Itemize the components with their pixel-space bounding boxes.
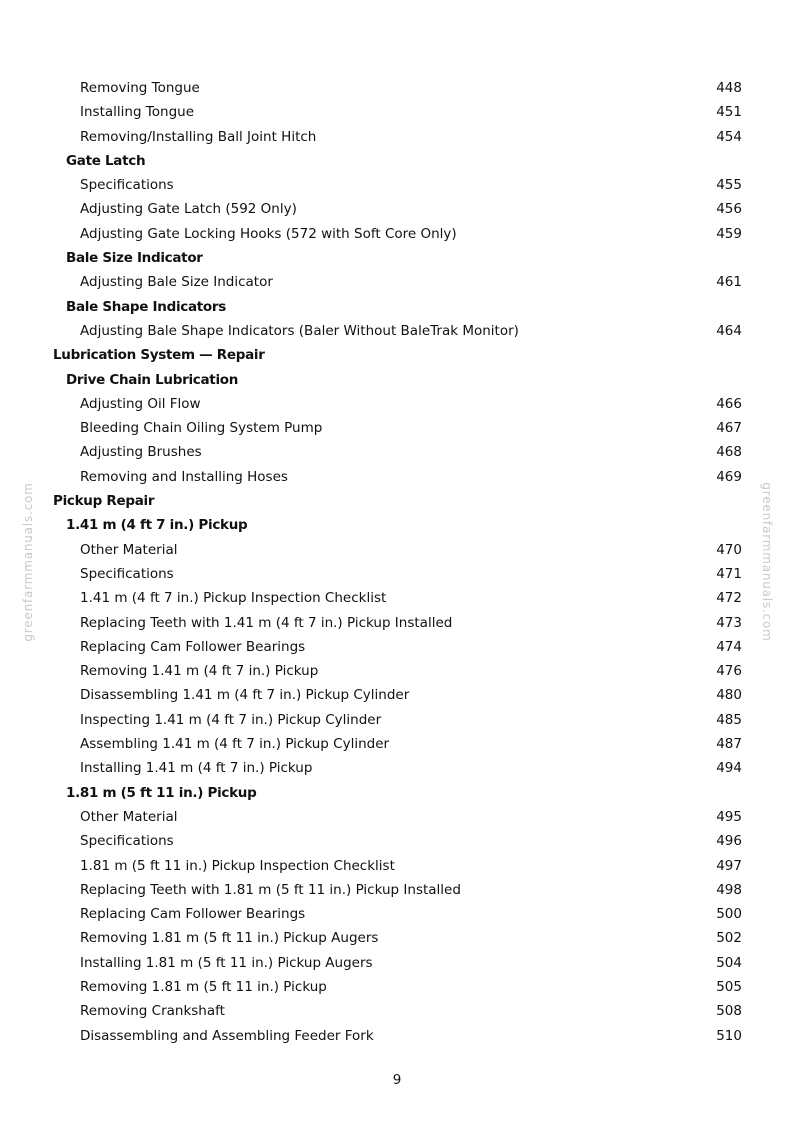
toc-entry-page: 448 (716, 80, 742, 96)
toc-entry-title: Adjusting Oil Flow (80, 395, 201, 412)
toc-entry-title: Replacing Teeth with 1.41 m (4 ft 7 in.) Pickup Installed (80, 614, 453, 631)
toc-entry-page: 510 (716, 1027, 742, 1044)
toc-entry[interactable] (0, 416, 794, 440)
toc-entry-title: Replacing Cam Follower Bearings (80, 906, 306, 923)
toc-entry-page: 470 (716, 541, 742, 558)
toc-entry-title: Adjusting Bale Shape Indicators (Baler Without BaleTrak Monitor) (80, 322, 519, 339)
toc-entry-page: 504 (716, 954, 742, 971)
toc-entry-title: Replacing Cam Follower Bearings (80, 638, 306, 655)
toc-entry-title: 1.41 m (4 ft 7 in.) Pickup (66, 517, 248, 534)
toc-entry-title: Disassembling and Assembling Feeder Fork (80, 1027, 374, 1044)
toc-entry-title: Installing 1.41 m (4 ft 7 in.) Pickup (80, 760, 313, 777)
toc-entry[interactable] (0, 1024, 794, 1048)
toc-entry-title: Lubrication System — Repair (53, 347, 265, 364)
toc-entry-page: 485 (716, 711, 742, 728)
toc-entry[interactable] (0, 270, 794, 294)
toc-entry-title: Gate Latch (66, 152, 146, 169)
toc-entry-title: Adjusting Gate Locking Hooks (572 with Soft Core Only) (80, 225, 457, 242)
toc-entry[interactable] (0, 951, 794, 975)
toc-entry-title: Bale Size Indicator (66, 250, 203, 267)
toc-entry-page: 468 (716, 444, 742, 461)
toc-entry-title: Other Material (80, 808, 178, 825)
toc-entry-title: Specifications (80, 833, 174, 850)
toc-entry[interactable] (0, 319, 794, 343)
toc-entry-page: 480 (716, 687, 742, 704)
toc-entry-page: 469 (716, 468, 742, 485)
toc-entry[interactable] (0, 100, 794, 124)
toc-entry-title: Removing 1.41 m (4 ft 7 in.) Pickup (80, 663, 319, 680)
toc-entry[interactable] (0, 197, 794, 221)
toc-entry[interactable] (0, 562, 794, 586)
toc-entry[interactable] (0, 635, 794, 659)
toc-entry-page: 461 (716, 274, 742, 291)
toc-entry-page: 498 (716, 881, 742, 898)
toc-entry-title: Other Material (80, 541, 178, 558)
toc-entry-title: Removing/Installing Ball Joint Hitch (80, 128, 317, 145)
toc-entry-page: 508 (716, 1003, 742, 1020)
toc-entry-page: 496 (716, 833, 742, 850)
toc-entry-title: Installing Tongue (80, 104, 195, 121)
watermark-left: greenfarmmanuals.com (21, 482, 35, 642)
toc-section-heading (0, 781, 794, 805)
toc-entry-title: Specifications (80, 177, 174, 194)
toc-entry[interactable] (0, 465, 794, 489)
toc-entry-page: 472 (716, 590, 742, 607)
toc-entry-page: 466 (716, 395, 742, 412)
table-of-contents (0, 76, 794, 1048)
toc-entry[interactable] (0, 975, 794, 999)
toc-entry[interactable] (0, 125, 794, 149)
toc-entry-title: Removing Crankshaft (80, 1003, 225, 1020)
toc-section-heading (0, 295, 794, 319)
toc-entry-page: 476 (716, 663, 742, 680)
toc-section-heading (0, 489, 794, 513)
toc-entry-page: 494 (716, 760, 742, 777)
toc-section-heading (0, 343, 794, 367)
watermark-right: greenfarmmanuals.com (760, 482, 774, 642)
toc-entry-title: Removing Tongue (80, 80, 200, 96)
toc-entry-title: Drive Chain Lubrication (66, 371, 239, 388)
toc-entry-title: 1.81 m (5 ft 11 in.) Pickup Inspection Checklist (80, 857, 395, 874)
toc-entry-title: 1.41 m (4 ft 7 in.) Pickup Inspection Checklist (80, 590, 387, 607)
toc-entry-page: 464 (716, 322, 742, 339)
toc-entry-page: 497 (716, 857, 742, 874)
toc-entry[interactable] (0, 76, 794, 100)
toc-entry-title: Specifications (80, 565, 174, 582)
toc-entry-page: 474 (716, 638, 742, 655)
toc-entry-title: Removing 1.81 m (5 ft 11 in.) Pickup (80, 978, 327, 995)
toc-entry[interactable] (0, 999, 794, 1023)
toc-entry-title: Installing 1.81 m (5 ft 11 in.) Pickup Augers (80, 954, 373, 971)
toc-entry-title: 1.81 m (5 ft 11 in.) Pickup (66, 784, 257, 801)
toc-entry-title: Pickup Repair (53, 493, 155, 510)
toc-entry[interactable] (0, 854, 794, 878)
toc-entry-page: 471 (716, 565, 742, 582)
toc-entry[interactable] (0, 611, 794, 635)
toc-entry-page: 505 (716, 978, 742, 995)
toc-entry[interactable] (0, 586, 794, 610)
toc-entry[interactable] (0, 392, 794, 416)
toc-entry-title: Removing and Installing Hoses (80, 468, 288, 485)
toc-entry-title: Replacing Teeth with 1.81 m (5 ft 11 in.) Pickup Installed (80, 881, 461, 898)
toc-entry[interactable] (0, 222, 794, 246)
toc-entry-page: 455 (716, 177, 742, 194)
toc-entry[interactable] (0, 756, 794, 780)
toc-section-heading (0, 368, 794, 392)
toc-entry-page: 495 (716, 808, 742, 825)
toc-entry[interactable] (0, 829, 794, 853)
toc-entry[interactable] (0, 902, 794, 926)
toc-entry-title: Removing 1.81 m (5 ft 11 in.) Pickup Augers (80, 930, 379, 947)
toc-entry-page: 454 (716, 128, 742, 145)
toc-entry-page: 473 (716, 614, 742, 631)
toc-entry[interactable] (0, 440, 794, 464)
page-number: 9 (392, 1072, 402, 1088)
toc-entry-title: Bale Shape Indicators (66, 298, 227, 315)
toc-section-heading (0, 513, 794, 537)
toc-entry-page: 500 (716, 906, 742, 923)
toc-entry-page: 451 (716, 104, 742, 121)
toc-entry-page: 456 (716, 201, 742, 218)
toc-entry-title: Disassembling 1.41 m (4 ft 7 in.) Pickup Cylinder (80, 687, 410, 704)
toc-entry[interactable] (0, 878, 794, 902)
toc-entry-page: 487 (716, 736, 742, 753)
toc-entry-title: Adjusting Bale Size Indicator (80, 274, 273, 291)
toc-entry[interactable] (0, 708, 794, 732)
toc-entry[interactable] (0, 659, 794, 683)
toc-entry-title: Bleeding Chain Oiling System Pump (80, 420, 323, 437)
toc-entry-title: Adjusting Gate Latch (592 Only) (80, 201, 297, 218)
toc-entry-title: Adjusting Brushes (80, 444, 202, 461)
toc-entry-title: Inspecting 1.41 m (4 ft 7 in.) Pickup Cylinder (80, 711, 382, 728)
toc-entry-page: 502 (716, 930, 742, 947)
toc-section-heading (0, 149, 794, 173)
toc-entry[interactable] (0, 538, 794, 562)
toc-entry[interactable] (0, 683, 794, 707)
toc-entry[interactable] (0, 805, 794, 829)
toc-entry[interactable] (0, 926, 794, 950)
toc-entry-page: 459 (716, 225, 742, 242)
toc-entry-page: 467 (716, 420, 742, 437)
toc-entry[interactable] (0, 732, 794, 756)
toc-section-heading (0, 246, 794, 270)
toc-entry-title: Assembling 1.41 m (4 ft 7 in.) Pickup Cylinder (80, 736, 390, 753)
toc-entry[interactable] (0, 173, 794, 197)
